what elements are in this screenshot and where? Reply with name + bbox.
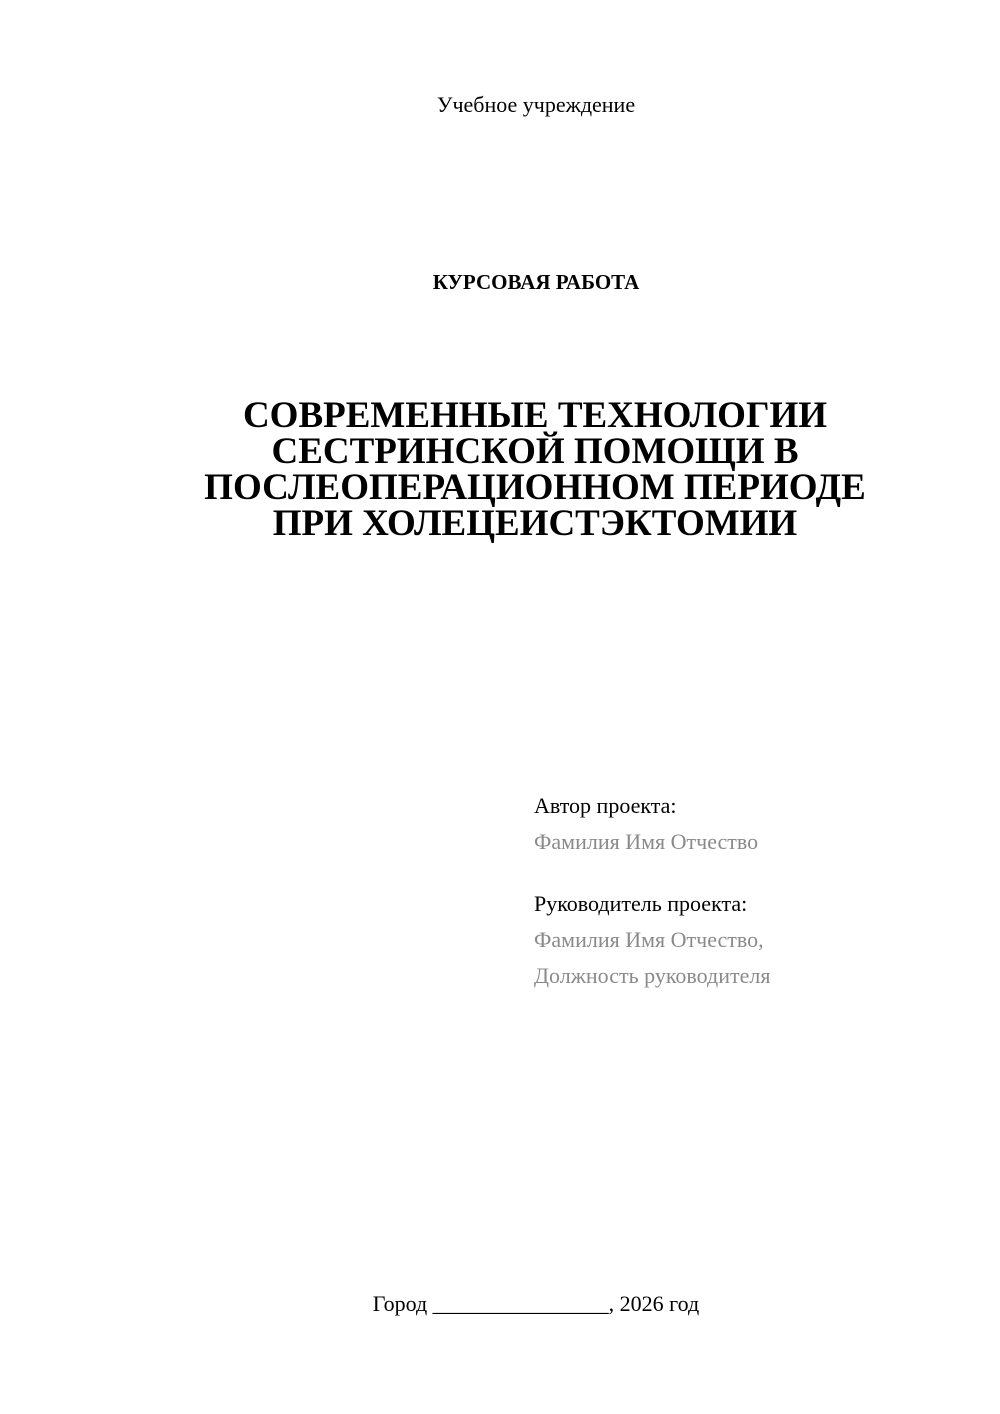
- work-type: КУРСОВАЯ РАБОТА: [432, 270, 640, 294]
- credits-block: [534, 788, 974, 994]
- author-label: Автор проекта:: [534, 793, 677, 818]
- supervisor-label: Руководитель проекта:: [534, 891, 748, 916]
- author-name: Фамилия Имя Отчество: [534, 829, 759, 854]
- work-title-line: СОВРЕМЕННЫЕ ТЕХНОЛОГИИ: [242, 395, 828, 436]
- work-title-line: СЕСТРИНСКОЙ ПОМОЩИ В: [271, 431, 799, 472]
- supervisor-name: Фамилия Имя Отчество,: [534, 927, 764, 952]
- credits-spacer: [534, 860, 974, 886]
- work-title-line: ПОСЛЕОПЕРАЦИОННОМ ПЕРИОДЕ: [204, 467, 866, 508]
- work-title: [150, 395, 920, 544]
- work-title-line: ПРИ ХОЛЕЦЕИСТЭКТОМИИ: [272, 503, 798, 544]
- city-year-line: Город ________________, 2026 год: [372, 1291, 700, 1316]
- supervisor-position: Должность руководителя: [534, 963, 771, 988]
- institution-name: Учебное учреждение: [436, 92, 636, 117]
